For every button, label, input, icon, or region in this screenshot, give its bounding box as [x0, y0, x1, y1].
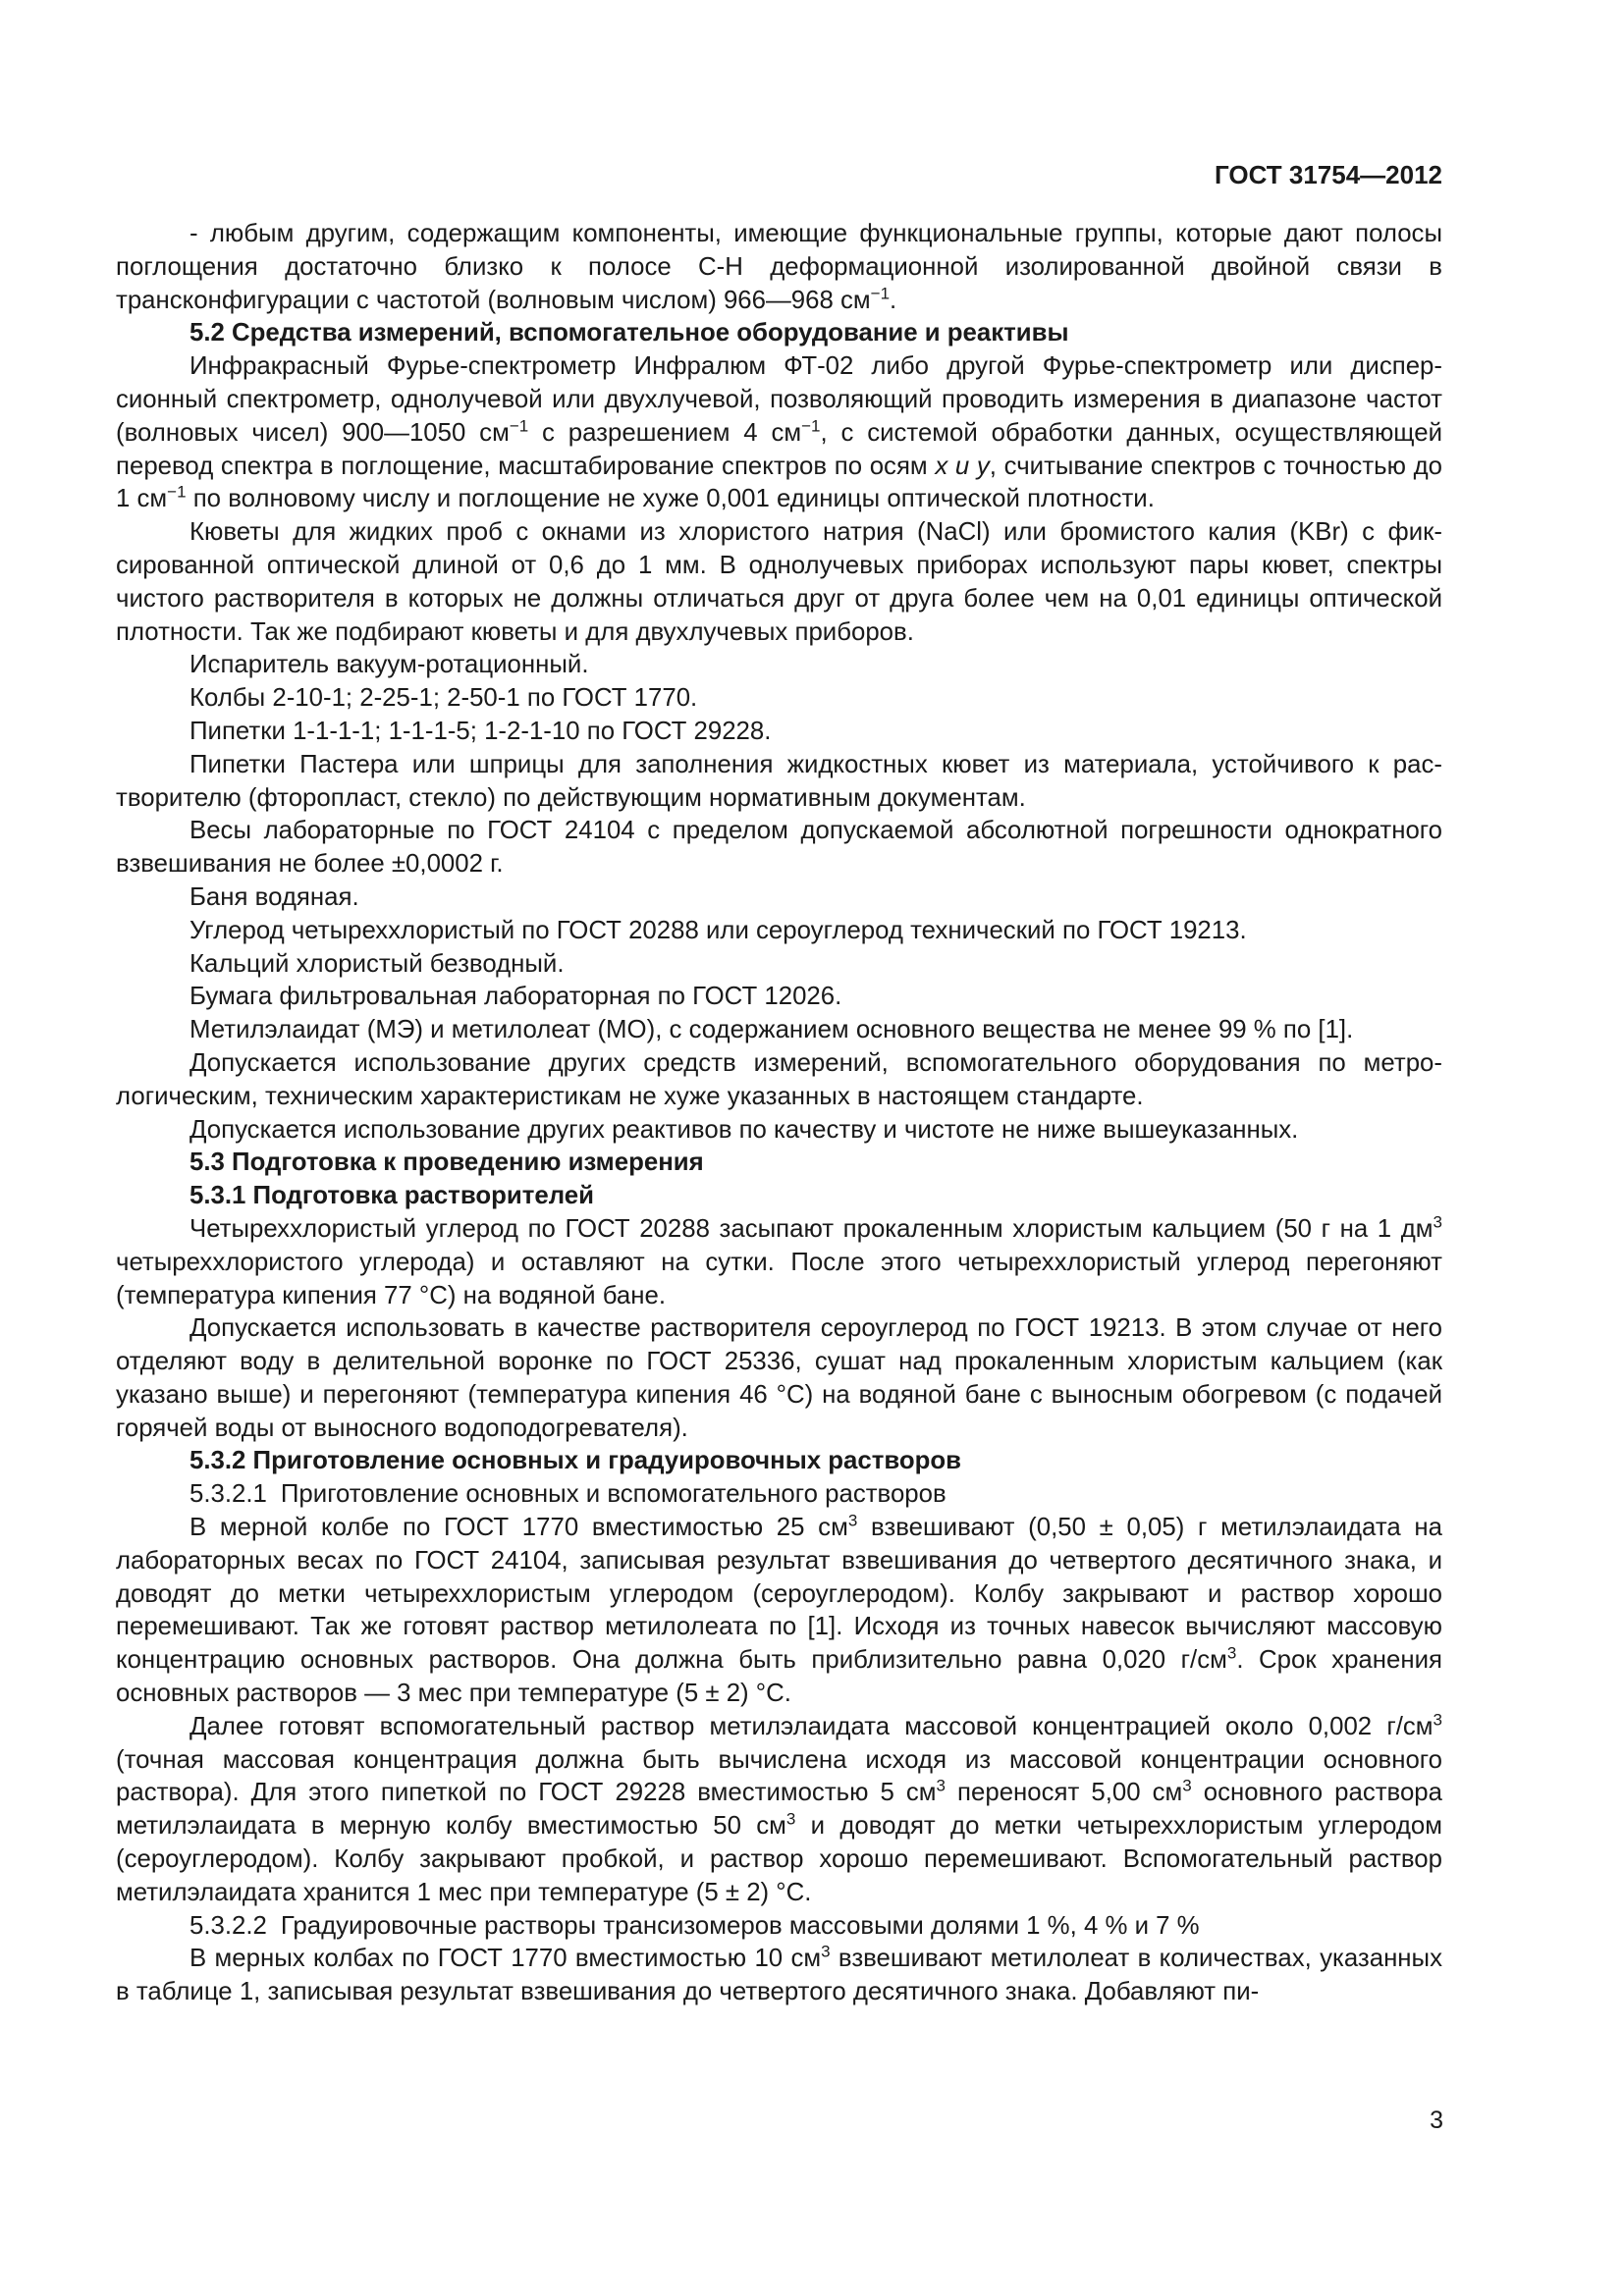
paragraph-main-solutions: В мерной колбе по ГОСТ 1770 вместимостью 25 $см^3$ взвешивают (0,50 ± 0,05) г метилэлаидата на лабораторных весах по ГОСТ 24104, записывая результат взвешивания до четвертого десятичного знака, и доводят до метки четыреххлористым углеродом (сероуглеродом). Колбу закрывают и раствор хорошо перемешивают. Так же готовят раствор метилолеата по [1]. Исходя из точных навесок вычисляют массовую концентрацию основных растворов. Она должна быть приблизительно равна 0,020 $г/см^3$. Срок хранения основных растворов — 3 мес при температуре (5 ± 2) °С. [116, 1511, 1442, 1708]
paragraph-calibration-solutions: В мерных колбах по ГОСТ 1770 вместимостью 10 $см^3$ взвешивают метилолеат в количествах, указанных в таблице 1, записывая результат взвешивания до четвертого десятичного знака. Добавляют пи- [116, 1942, 1442, 2006]
section-5-3-1-heading: 5.3.1 Подготовка растворителей [189, 1182, 594, 1210]
paragraph-solvent-prep: Четыреххлористый углерод по ГОСТ 20288 засыпают прокаленным хлористым кальцием (50 г на 1 $дм^3$ четыреххлористого углерода) и оставляют на сутки. После этого четыреххлористый углерод перегоняют (температура кипения 77 °С) на водяной бане. [116, 1212, 1442, 1309]
paragraph-carbon-tetrachloride: Углерод четыреххлористый по ГОСТ 20288 или сероуглерод технический по ГОСТ 19213. [189, 916, 1247, 944]
paragraph-methyl-esters: Метилэлаидат (МЭ) и метилолеат (МО), с содержанием основного вещества не менее 99 % по [1]. [189, 1016, 1354, 1044]
paragraph-scales: Весы лабораторные по ГОСТ 24104 с пределом допускаемой абсолютной погрешности однократного взвешивания не более ±0,0002 г. [116, 817, 1442, 879]
paragraph-evaporator: Испаритель вакуум-ротационный. [189, 651, 589, 679]
standard-header: ГОСТ 31754—2012 [1215, 160, 1442, 189]
paragraph-filter-paper: Бумага фильтровальная лабораторная по ГОСТ 12026. [189, 983, 842, 1011]
paragraph-other-instruments: Допускается использование других средств измерений, вспомогательного оборудования по метрологическим, техническим характеристикам не хуже указанных в настоящем стандарте. [116, 1048, 1442, 1110]
section-5-3-2-1-heading: 5.3.2.1 Приготовление основных и вспомогательного растворов [189, 1480, 947, 1509]
section-5-2-heading: 5.2 Средства измерений, вспомогательное оборудование и реактивы [189, 319, 1069, 347]
document-body [116, 218, 1442, 2009]
paragraph-spectrometer: Инфракрасный Фурье-спектрометр Инфралюм ФТ-02 либо другой Фурье-спектрометр или дисперсионный спектрометр, однолучевой или двухлучевой, позволяющий проводить измерения в диапазоне частот (волновых чисел) 900—1050 $см^{-1}$ с разрешением 4 $см^{-1}$, с системой обработки данных, осуществляющей перевод спектра в поглощение, масштабирование спектров по осям x и y, считывание спектров с точностью до 1 $см^{-1}$ по волновому числу и поглощение не хуже 0,001 единицы оптической плотности. [116, 352, 1442, 513]
paragraph-pasteur-pipettes: Пипетки Пастера или шприцы для заполнения жидкостных кювет из материала, устойчивого к растворителю (фторопласт, стекло) по действующим нормативным документам. [116, 750, 1442, 812]
paragraph-cuvettes: Кюветы для жидких проб с окнами из хлористого натрия (NaCl) или бромистого калия (KBr) с фиксированной оптической длиной от 0,6 до 1 мм. В однолучевых приборах используют пары кювет, спектры чистого растворителя в которых не должны отличаться друг от друга более чем на 0,01 единицы оптической плотности. Так же подбирают кюветы и для двухлучевых приборов. [116, 518, 1442, 646]
paragraph-flasks: Колбы 2-10-1; 2-25-1; 2-50-1 по ГОСТ 1770. [189, 684, 698, 713]
paragraph-auxiliary-solution: Далее готовят вспомогательный раствор метилэлаидата массовой концентрацией около 0,002 $г/см^3$ (точная массовая концентрация должна быть вычислена исходя из массовой концентрации основного раствора). Для этого пипеткой по ГОСТ 29228 вместимостью 5 $см^3$ переносят 5,00 $см^3$ основного раствора метилэлаидата в мерную колбу вместимостью 50 $см^3$ и доводят до метки четыреххлористым углеродом (сероуглеродом). Колбу закрывают пробкой, и раствор хорошо перемешивают. Вспомогательный раствор метилэлаидата хранится 1 мес при температуре (5 ± 2) °С. [116, 1710, 1443, 1906]
paragraph-other-components: - любым другим, содержащим компоненты, имеющие функциональные группы, которые дают полосы поглощения достаточно близко к полосе С-Н деформационной изолированной двойной связи в трансконфигурации с частотой (волновым числом) 966—968 $см^{-1}$. [116, 220, 1442, 314]
paragraph-carbon-disulfide: Допускается использовать в качестве растворителя сероуглерод по ГОСТ 19213. В этом случае от него отделяют воду в делительной воронке по ГОСТ 25336, сушат над прокаленным хлористым кальцием (как указано выше) и перегоняют (температура кипения 46 °С) на водяной бане с выносным обогревом (с подачей горячей воды от выносного водоподогревателя). [116, 1314, 1442, 1442]
paragraph-pipettes: Пипетки 1-1-1-1; 1-1-1-5; 1-2-1-10 по ГОСТ 29228. [189, 717, 772, 745]
section-5-3-heading: 5.3 Подготовка к проведению измерения [189, 1148, 704, 1177]
section-5-3-2-heading: 5.3.2 Приготовление основных и градуировочных растворов [189, 1447, 961, 1475]
paragraph-other-reagents: Допускается использование других реактивов по качеству и чистоте не ниже вышеуказанных. [189, 1115, 1299, 1144]
section-5-3-2-2-heading: 5.3.2.2 Градуировочные растворы трансизомеров массовыми долями 1 %, 4 % и 7 % [189, 1911, 1200, 1940]
paragraph-water-bath: Баня водяная. [189, 882, 359, 911]
paragraph-calcium-chloride: Кальций хлористый безводный. [189, 949, 565, 978]
page-number: 3 [1430, 2107, 1443, 2134]
